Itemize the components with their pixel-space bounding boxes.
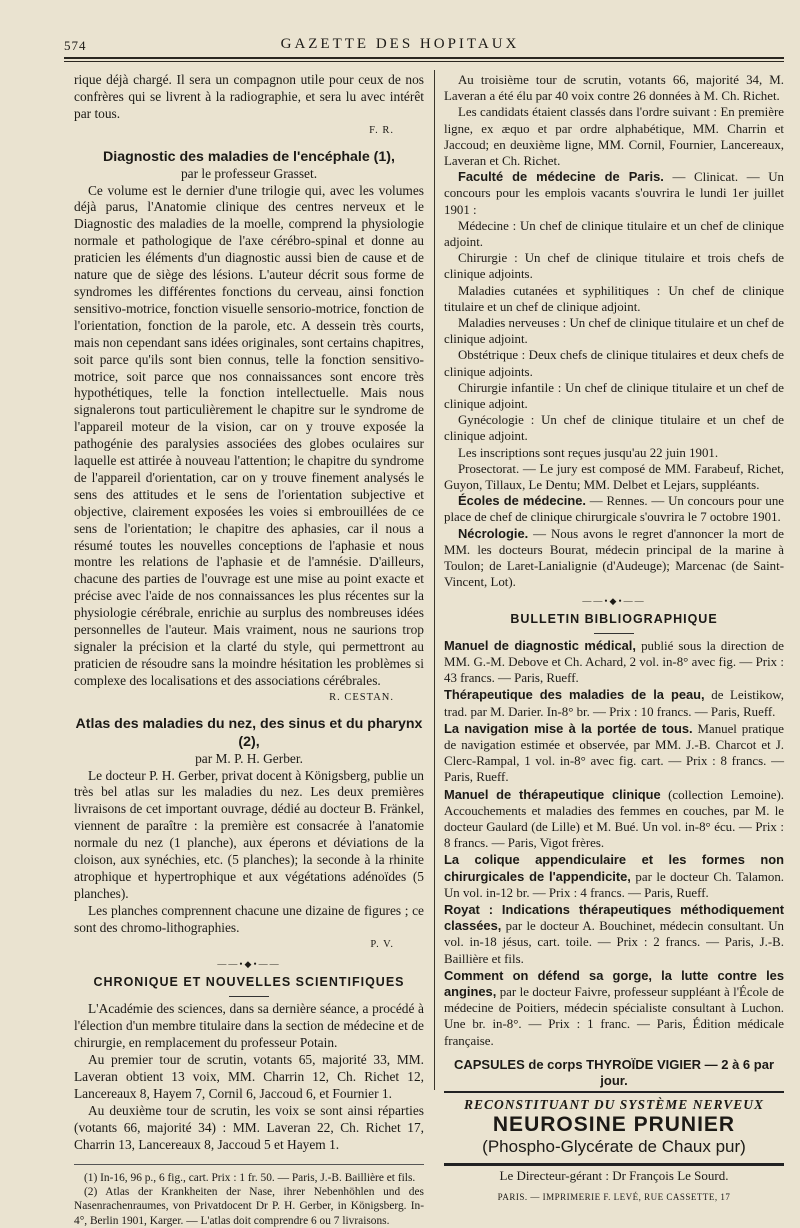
biblio-entry-text: Manuel pratique de navigation estimée et observée, par MM. J.-B. Charcot et J. Clerc-Rampal, 1 vol. in-8° avec fig. cart. — Prix : 8 francs. — Paris, Rueff. xyxy=(444,721,784,785)
biblio-entry-title: Thérapeutique des maladies de la peau, xyxy=(444,687,705,703)
election-paragraph-2: Les candidats étaient classés dans l'ordre suivant : En première ligne, ex æquo et par ordre alphabétique, MM. Charrin et Jaccoud; en deuxième ligne, MM. Cornil, Fournier, Lancereaux, Laveran et Ch. Richet. xyxy=(444,105,784,169)
biblio-entry xyxy=(444,902,784,967)
ad-tagline: RECONSTITUANT DU SYSTÈME NERVEUX xyxy=(464,1097,764,1113)
article-body-encephale: Ce volume est le dernier d'une trilogie qui, avec les volumes déjà parus, l'Anatomie clinique des centres nerveux et le Diagnostic des maladies de la moelle, comprend la physiologie normale et pathologique de l'axe cérébro-spinal et donne au praticien les éléments d'un diagnostic aussi bien de cause et de nature que de siège des lésions. L'auteur décrit sous forme de syndromes les différentes fonctions du cerveau, ainsi fonction sensitivo-motrice, fonction visuelle sensorio-motrice, fonction de l'orientation, fonction de la parole, etc. A dessein très courts, mais non cependant sans idées originales, sont certains chapitres, soit parce qu'ils sont bien connus, telle la fonction sensitivo-motrice, soit parce que nos connaissances sont encore très hypothétiques, telle la fonction intellectuelle. Mais nous signalerons tout particulièrement le chapitre sur le syndrome de l'appareil moteur de la vision, car on y trouve exposée la pathogénie des paralysies associées des globes oculaires sur laquelle est attirée à nouveau l'attention; le chapitre du syndrome de l'appareil d'orientation, car on y trouve finement analysés le sens des attitudes et le sens de l'orientation subjective et objective, clairement exposées les voies si embrouillées de ce sens de l'orientation; le chapitre des aphasies, car il nous a résumé toutes les nouvelles conceptions de l'aphasie et nous montre les relations de l'aphasie et de l'amnésie. D'ailleurs, chacune des parties de l'ouvrage est une mise au point exacte et précise avec l'aide de nos connaissances les plus récentes sur la physiologie cérébrale, enrichie au surplus des nombreuses idées personnelles de l'auteur. Mais vraiment, nous ne saurions trop signaler la précision et la clarté du style, qui permettront au praticien de résoudre sans la moindre hésitation les problèmes si complexe des localisations et des associations cérébrales. xyxy=(74,182,424,688)
short-rule xyxy=(229,996,269,997)
ad-rule xyxy=(444,1163,784,1166)
ecoles-lead: Écoles de médecine. xyxy=(458,493,586,509)
intro-signature: F. R. xyxy=(369,124,394,136)
page-number: 574 xyxy=(64,38,87,53)
chronique-paragraph-1: L'Académie des sciences, dans sa dernière séance, a procédé à l'élection d'un membre titulaire dans la section de médecine et de chirurgie, en remplacement du professeur Potain. xyxy=(74,1001,424,1051)
ad-brand: NEUROSINE PRUNIER xyxy=(492,1113,736,1137)
necrologie-paragraph xyxy=(444,526,784,591)
printer-credit: PARIS. — IMPRIMERIE F. LEVÉ, RUE CASSETTE, 17 xyxy=(497,1191,731,1202)
faculte-lead: Faculté de médecine de Paris. xyxy=(458,169,664,185)
faculte-paragraph xyxy=(444,169,784,218)
election-paragraph-1: Au troisième tour de scrutin, votants 66, majorité 34, M. Laveran a été élu par 40 voix contre 26 données à M. Ch. Richet. xyxy=(444,73,784,104)
biblio-entry-title: Comment on défend sa gorge, la lutte contre les angines, xyxy=(444,967,784,999)
faculte-text: — Clinicat. — Un concours pour les emplois vacants s'ouvrira le lundi 1er juillet 1901 : xyxy=(444,170,784,217)
section-title-chronique: CHRONIQUE ET NOUVELLES SCIENTIFIQUES xyxy=(93,974,405,989)
advertisement xyxy=(444,1057,784,1205)
ornament-divider: ——•◆•—— xyxy=(582,595,646,606)
biblio-entry-text: (collection Lemoine). Accouchements et maladies des femmes en couches, par M. le docteur Gaulard (de Lille) et M. Bué. Un vol. in-8° écu. — Prix : 8 francs. — Paris, Vigot frères. xyxy=(444,787,784,851)
biblio-entry xyxy=(444,787,784,852)
biblio-entry xyxy=(444,852,784,901)
biblio-entry-title: La navigation mise à la portée de tous. xyxy=(444,720,693,736)
article-signature-cestan: R. CESTAN. xyxy=(329,691,394,703)
article-author-grasset: par le professeur Grasset. xyxy=(180,165,318,181)
biblio-entry xyxy=(444,968,784,1049)
biblio-entry xyxy=(444,638,784,687)
footnotes xyxy=(74,1164,424,1228)
article-title-atlas: Atlas des maladies du nez, des sinus et du pharynx (2), xyxy=(75,715,423,750)
intro-paragraph: rique déjà chargé. Il sera un compagnon utile pour ceux de nos confrères qui se livrent à la radiographie, et sera lu avec intérêt par tous. xyxy=(74,72,424,121)
biblio-entry xyxy=(444,721,784,786)
biblio-entry-title: Manuel de diagnostic médical, xyxy=(444,637,636,653)
clinicat-item: Maladies cutanées et syphilitiques : Un chef de clinique titulaire et un chef de clinique adjoint. xyxy=(444,283,784,314)
ad-capsules: CAPSULES de corps THYROÏDE VIGIER — 2 à 6 par jour. xyxy=(444,1057,784,1093)
running-title: GAZETTE DES HOPITAUX xyxy=(280,36,520,52)
footnote-1: (1) In-16, 96 p., 6 fig., cart. Prix : 1 fr. 50. — Paris, J.-B. Baillière et fils. xyxy=(84,1171,416,1184)
article-body-atlas-1: Le docteur P. H. Gerber, privat docent à Königsberg, publie un très bel atlas sur les maladies du nez. Les deux premières livraisons de cet important ouvrage, dédié au docteur B. Fränkel, viennent de paraître : la première est consacrée à l'anatomie normale du nez (1 planche), aux éperons et déviations de la cloison, aux synéchies, etc. (5 planches); la seconde à la rhinite atrophique et hypertrophique et aux végétations adénoïdes (5 planches). xyxy=(74,767,424,901)
article-signature-pv: P. V. xyxy=(370,938,394,950)
article-body-atlas-2: Les planches comprennent chacune une dizaine de figures ; ce sont des chromo-lithographies. xyxy=(74,902,424,935)
clinicat-item: Les inscriptions sont reçues jusqu'au 22 juin 1901. xyxy=(458,445,719,460)
ad-subtitle: (Phospho-Glycérate de Chaux pur) xyxy=(482,1137,746,1157)
right-column xyxy=(444,72,784,1205)
clinicat-item: Obstétrique : Deux chefs de clinique titulaires et deux chefs de clinique adjoints. xyxy=(444,348,784,379)
column-divider xyxy=(434,70,435,1090)
necrologie-text: — Nous avons le regret d'annoncer la mort de MM. les docteurs Bourat, médecin principal de la marine à Toulon; de Laret-Lanialignie (d'Audeuge); Marcenac (de Saint-Vincent, Lot). xyxy=(444,526,784,590)
section-title-bulletin: BULLETIN BIBLIOGRAPHIQUE xyxy=(510,611,718,626)
ecoles-paragraph xyxy=(444,493,784,525)
biblio-entry-title: La colique appendiculaire et les formes non chirurgicales de l'appendicite, xyxy=(444,852,784,884)
short-rule xyxy=(594,633,634,634)
biblio-entry-text: par le docteur Ch. Talamon. Un vol. in-12 br. — Prix : 4 francs. — Paris, Rueff. xyxy=(444,869,785,900)
chronique-paragraph-3: Au deuxième tour de scrutin, les voix se sont ainsi réparties (votants 66, majorité 34) : MM. Laveran 22, Ch. Richet 17, Charrin 13, Lancereaux 8, Jaccoud 5 et Hayem 1. xyxy=(74,1102,424,1152)
biblio-entry-text: par le docteur Faivre, professeur suppléant à l'École de médecine de Poitiers, médecin spécialiste consultant à Luchon. Une br. in-8°. — Prix : 1 franc. — Paris, Édition médicale française. xyxy=(444,984,784,1048)
biblio-entry-text: par le docteur A. Bouchinet, médecin consultant. Un vol. in-18 jésus, cart. toile. — Prix : 2 francs. — Paris, J.-B. Baillière et fils. xyxy=(444,919,784,966)
clinicat-item: Gynécologie : Un chef de clinique titulaire et un chef de clinique adjoint. xyxy=(444,413,784,444)
clinicat-item: Chirurgie : Un chef de clinique titulaire et trois chefs de clinique adjoints. xyxy=(444,251,784,282)
biblio-list xyxy=(444,638,784,1049)
biblio-entry-text: de Leistikow, trad. par M. Darier. In-8° br. — Prix : 10 francs. — Paris, Rueff. xyxy=(444,688,784,719)
biblio-entry xyxy=(444,687,784,719)
clinicat-item: Médecine : Un chef de clinique titulaire et un chef de clinique adjoint. xyxy=(444,218,784,250)
footnote-2: (2) Atlas der Krankheiten der Nase, ihrer Nebenhöhlen und des Nasenrachenraumes, von Privatdocent Dr P. H. Gerber, in Königsberg. In-4°, Berlin 1901, Karger. — L'atlas doit comprendre 6 ou 7 livraisons. xyxy=(74,1185,424,1227)
article-author-gerber: par M. P. H. Gerber. xyxy=(195,750,303,766)
ecoles-text: — Rennes. — Un concours pour une place de chef de clinique chirurgicale s'ouvrira le 7 octobre 1901. xyxy=(444,494,784,525)
necrologie-lead: Nécrologie. xyxy=(458,525,529,541)
chronique-paragraph-2: Au premier tour de scrutin, votants 65, majorité 33, MM. Laveran obtient 13 voix, MM. Charrin 12, Ch. Richet 12, Lancereaux 8, Hayem 7, Cornil 6, Jaccoud 6, et Fournier 1. xyxy=(74,1052,424,1101)
ornament-divider: ——•◆•—— xyxy=(217,958,281,969)
biblio-entry-text: publié sous la direction de MM. G.-M. Debove et Ch. Achard, 2 vol. in-8° avec fig. — Prix : 43 francs. — Paris, Rueff. xyxy=(444,638,784,686)
left-column xyxy=(74,72,424,1228)
biblio-entry-title: Manuel de thérapeutique clinique xyxy=(444,786,661,802)
clinicat-item: Chirurgie infantile : Un chef de clinique titulaire et un chef de clinique adjoint. xyxy=(444,380,784,412)
header-rule xyxy=(64,57,784,62)
director-credit: Le Directeur-gérant : Dr François Le Sourd. xyxy=(499,1168,729,1184)
clinicat-item: Maladies nerveuses : Un chef de clinique titulaire et un chef de clinique adjoint. xyxy=(444,316,784,347)
prosectorat-paragraph: Prosectorat. — Le jury est composé de MM. Farabeuf, Richet, Guyon, Tillaux, Le Dentu; MM. Delbet et Lejars, suppléants. xyxy=(444,461,784,493)
article-title-encephale: Diagnostic des maladies de l'encéphale (1), xyxy=(103,148,395,165)
biblio-entry-title: Royat : Indications thérapeutiques méthodiquement classées, xyxy=(444,901,784,934)
